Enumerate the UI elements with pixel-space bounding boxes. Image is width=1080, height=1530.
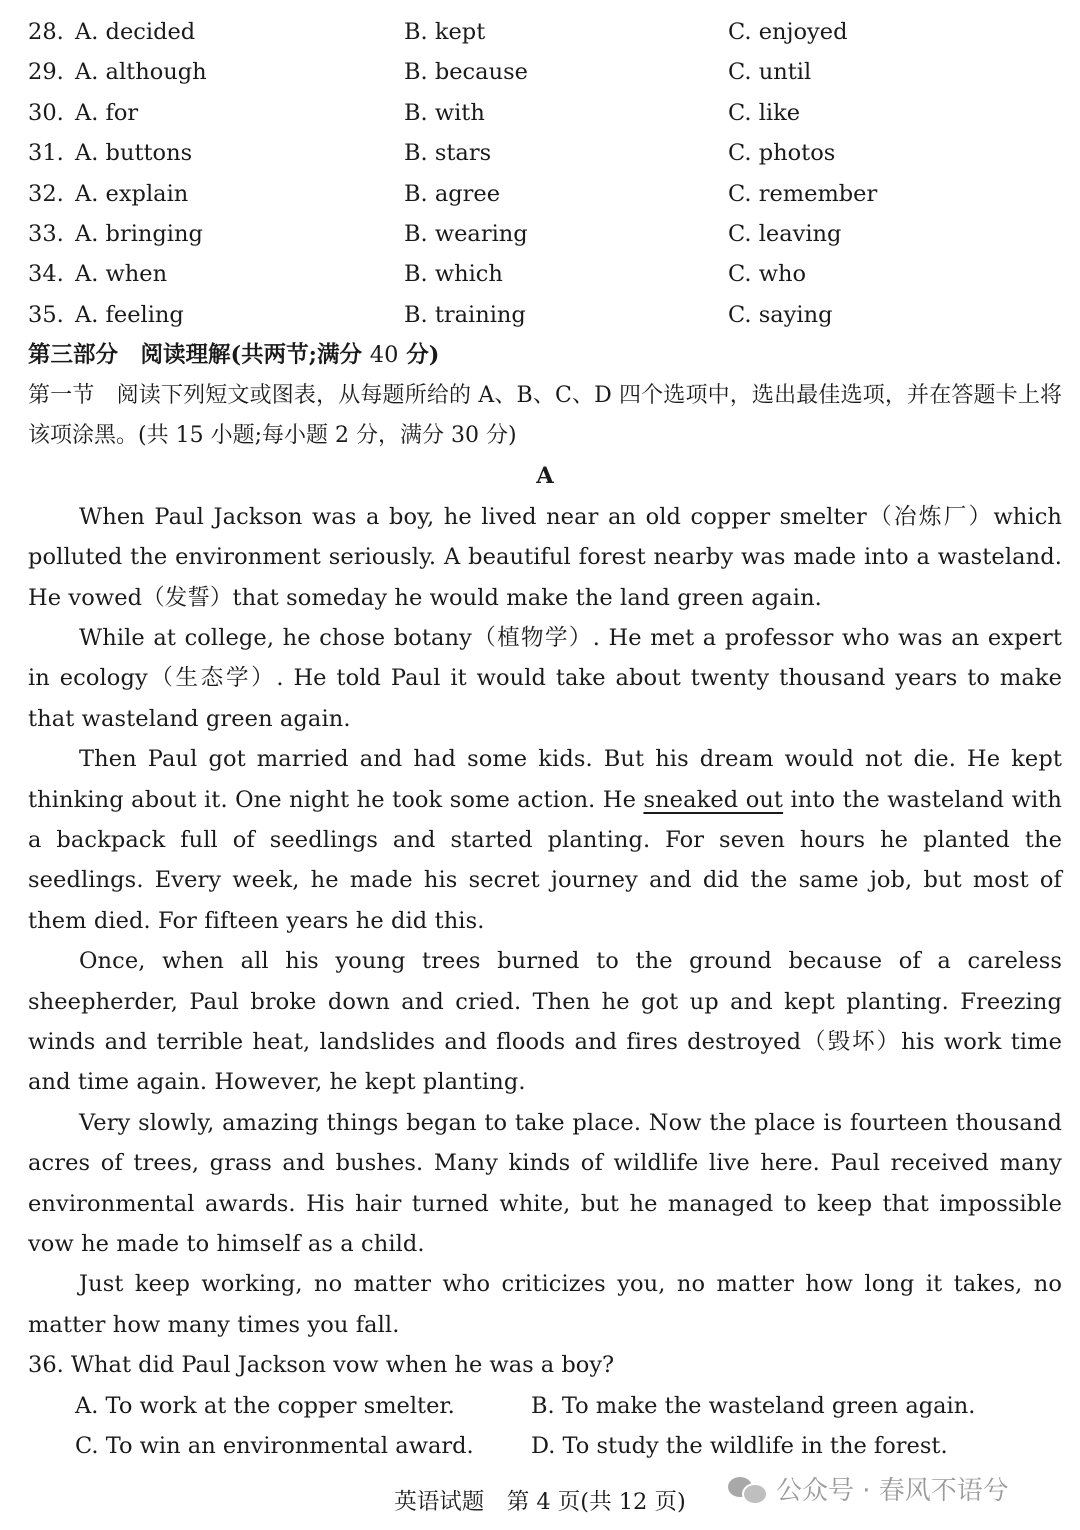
question-number: 30. — [28, 99, 64, 126]
option-c: C. enjoyed — [728, 19, 848, 45]
answer-option-d: D. To study the wildlife in the forest. — [531, 1433, 948, 1460]
option-a: A. feeling — [75, 301, 184, 328]
option-a: A. although — [75, 59, 207, 86]
option-c: C. saying — [728, 301, 833, 328]
option-row-32 — [28, 174, 1062, 214]
section-title — [28, 335, 1062, 375]
option-c: C. remember — [728, 180, 878, 207]
question-number: 28. — [28, 19, 64, 45]
question-number: 29. — [28, 59, 64, 86]
option-a: A. for — [75, 99, 139, 126]
answer-option-b: B. To make the wasteland green again. — [531, 1392, 976, 1419]
section-title-suffix: 分) — [398, 342, 440, 369]
watermark-text: 公众号 · 春风不语兮 — [776, 1475, 1009, 1506]
watermark — [728, 1466, 1009, 1510]
question-36-options-row-2 — [28, 1426, 1062, 1466]
question-number: 32. — [28, 180, 64, 207]
option-c: C. until — [728, 59, 812, 86]
option-row-34 — [28, 254, 1062, 294]
option-b: B. with — [404, 99, 485, 126]
option-b: B. agree — [404, 180, 501, 207]
answer-option-c: C. To win an environmental award. — [75, 1433, 474, 1460]
underlined-phrase: sneaked out — [643, 786, 784, 813]
option-a: A. when — [75, 261, 168, 288]
option-b: B. training — [404, 301, 526, 328]
question-number: 33. — [28, 220, 64, 247]
option-b: B. stars — [404, 140, 492, 167]
option-row-35 — [28, 295, 1062, 335]
option-b: B. wearing — [404, 220, 528, 247]
option-row-29 — [28, 52, 1062, 92]
question-36-options-row-1 — [28, 1386, 1062, 1426]
question-number: 35. — [28, 301, 64, 328]
option-row-33 — [28, 214, 1062, 254]
option-b: B. kept — [404, 19, 486, 45]
question-36-stem: 36. What did Paul Jackson vow when he was a boy? — [28, 1352, 615, 1379]
option-a: A. explain — [75, 180, 189, 207]
option-a: A. decided — [75, 19, 196, 45]
answer-option-a: A. To work at the copper smelter. — [75, 1392, 455, 1419]
section-instruction: 第一节 阅读下列短文或图表，从每题所给的 A、B、C、D 四个选项中，选出最佳选项，并在答题卡上将该项涂黑。(共 15 小题;每小题 2 分，满分 30 分) — [28, 382, 1062, 448]
option-a: A. bringing — [75, 220, 203, 247]
passage-paragraph-1: When Paul Jackson was a boy, he lived near an old copper smelter（冶炼厂）which polluted the environment seriously. A beautiful forest nearby was made into a wasteland. He vowed（发誓）that someday he would make the land green again. — [28, 503, 1062, 611]
question-number: 34. — [28, 261, 64, 288]
passage-paragraph-2: While at college, he chose botany（植物学）. He met a professor who was an expert in ecology（生态学）. He told Paul it would take about twenty thousand years to make that wasteland green again. — [28, 624, 1062, 732]
option-row-31 — [28, 133, 1062, 173]
wechat-icon — [728, 1473, 768, 1503]
option-row-30 — [28, 93, 1062, 133]
paragraph-text: into the wasteland with a backpack full of seedlings and started planting. For seven hours he planted the seedlings. Every week, he made his secret journey and did the same job, but most of them died. For fifteen years he did this. — [28, 786, 1063, 934]
section-title-prefix: 第三部分 阅读理解(共两节;满分 — [28, 342, 370, 369]
option-b: B. which — [404, 261, 503, 288]
option-a: A. buttons — [75, 140, 193, 167]
option-c: C. leaving — [728, 220, 842, 247]
option-c: C. photos — [728, 140, 836, 167]
page-footer: 英语试题 第 4 页(共 12 页) — [394, 1489, 686, 1515]
passage-paragraph-6: Just keep working, no matter who criticizes you, no matter how long it takes, no matter how many times you fall. — [28, 1271, 1062, 1338]
question-number: 31. — [28, 140, 64, 167]
paragraph-text: Then Paul got married and had some kids. But his dream would not die. He kept thinking about it. One night he took some action. He — [28, 746, 1062, 813]
option-row-28 — [28, 12, 1062, 52]
exam-page — [28, 12, 1062, 1466]
option-b: B. because — [404, 59, 528, 86]
option-list — [28, 12, 1062, 335]
passage-label: A — [536, 463, 554, 490]
section-score: 40 — [369, 342, 399, 369]
option-c: C. who — [728, 261, 807, 288]
option-c: C. like — [728, 99, 801, 126]
passage-paragraph-5: Very slowly, amazing things began to take place. Now the place is fourteen thousand acres of trees, grass and bushes. Many kinds of wildlife live here. Paul received many environmental awards. His hair turned white, but he managed to keep that impossible vow he made to himself as a child. — [28, 1109, 1062, 1258]
passage-paragraph-4: Once, when all his young trees burned to the ground because of a careless sheepherder, Paul broke down and cried. Then he got up and kept planting. Freezing winds and terrible heat, landslides and floods and fires destroyed（毁坏）his work time and time again. However, he kept planting. — [28, 948, 1062, 1096]
passage-paragraph-3 — [28, 739, 1062, 941]
